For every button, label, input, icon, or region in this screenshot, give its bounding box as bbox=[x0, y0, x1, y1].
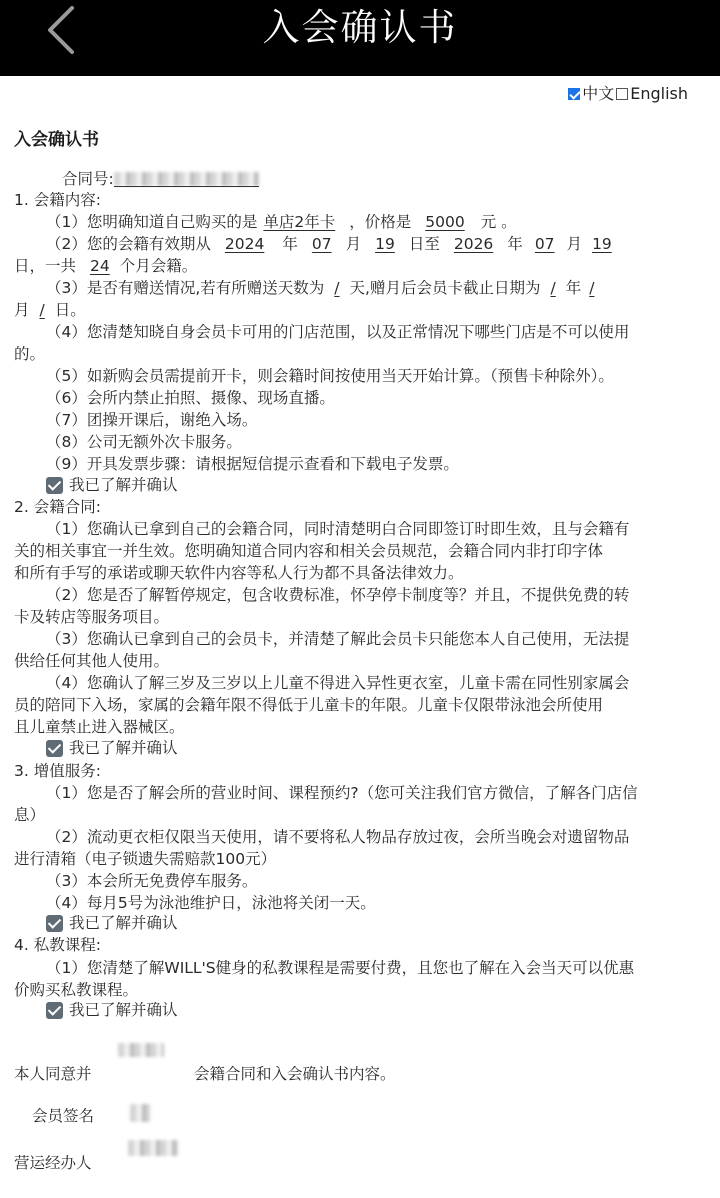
start-day: 19 bbox=[375, 235, 395, 253]
s4-confirm-checkbox[interactable] bbox=[46, 1002, 63, 1019]
staff-redacted bbox=[128, 1140, 178, 1156]
language-switch bbox=[568, 84, 688, 104]
s3-confirm-label: 我已了解并确认 bbox=[69, 914, 178, 932]
s2-item-2: （2）您是否了解暂停规定，包含收费标准，怀孕停卡制度等？并且，不提供免费的转 bbox=[46, 586, 630, 604]
s4-item-1: （1）您清楚了解WILL'S健身的私教课程是需要付费，且您也了解在入会当天可以优惠 bbox=[46, 959, 635, 977]
member-signature-label: 会员签名 bbox=[32, 1107, 95, 1125]
month-label-2: 月 bbox=[566, 235, 583, 253]
s4-confirm-label: 我已了解并确认 bbox=[69, 1001, 178, 1019]
page-title: 入会确认书 bbox=[262, 6, 458, 49]
s1-item-1 bbox=[46, 211, 517, 233]
s1-item-7: （7）团操开课后，谢绝入场。 bbox=[46, 411, 258, 429]
s3-item-3: （3）本会所无免费停车服务。 bbox=[46, 872, 258, 890]
contract-number-label: 合同号: bbox=[62, 170, 114, 188]
s1-item-8: （8）公司无额外次卡服务。 bbox=[46, 433, 242, 451]
end-month: 07 bbox=[534, 235, 555, 253]
staff-label: 营运经办人 bbox=[14, 1154, 92, 1172]
s2-item-4-cont-2: 且儿童禁止进入器械区。 bbox=[14, 718, 185, 736]
s1-i1-text-c: 元 。 bbox=[480, 213, 517, 231]
s1-i2-text-c: 个月会籍。 bbox=[119, 257, 198, 275]
document-title: 入会确认书 bbox=[14, 130, 99, 150]
english-label[interactable]: English bbox=[630, 84, 688, 103]
s2-item-4-cont-1: 员的陪同下入场，家属的会籍年限不得低于儿童卡的年限。儿童卡仅限带泳池会所使用 bbox=[14, 696, 604, 714]
s1-i3-month-label: 月 bbox=[14, 301, 30, 319]
s2-item-1: （1）您确认已拿到自己的会籍合同，同时清楚明白合同即签订时即生效，且与会籍有 bbox=[46, 520, 630, 538]
s1-item-2-cont bbox=[14, 255, 197, 277]
s1-i1-text-b: ，价格是 bbox=[349, 213, 412, 231]
s1-i3-text: （3）是否有赠送情况,若有所赠送天数为 bbox=[46, 279, 325, 297]
gift-month: / bbox=[589, 279, 595, 297]
chinese-checkbox[interactable] bbox=[568, 88, 580, 100]
signature-redacted bbox=[130, 1104, 150, 1122]
gift-year: / bbox=[550, 279, 556, 297]
s1-item-4: （4）您清楚知晓自身会员卡可用的门店范围，以及正常情况下哪些门店是不可以使用 bbox=[46, 323, 630, 341]
s2-confirm[interactable] bbox=[46, 737, 178, 759]
s1-i3-day-label: 日。 bbox=[54, 301, 86, 319]
s1-item-6: （6）会所内禁止拍照、摄像、现场直播。 bbox=[46, 389, 335, 407]
s1-item-9: （9）开具发票步骤：请根据短信提示查看和下载电子发票。 bbox=[46, 455, 459, 473]
s1-confirm-checkbox[interactable] bbox=[46, 477, 63, 494]
end-year: 2026 bbox=[453, 235, 494, 253]
s1-item-2 bbox=[46, 233, 620, 255]
price-value: 5000 bbox=[425, 213, 465, 231]
agreement-prefix: 本人同意并 bbox=[14, 1065, 92, 1083]
section-4-title: 4. 私教课程: bbox=[14, 936, 101, 954]
section-1-title: 1. 会籍内容: bbox=[14, 191, 101, 209]
s1-confirm-label: 我已了解并确认 bbox=[69, 476, 178, 494]
total-months: 24 bbox=[90, 257, 110, 275]
s1-item-5: （5）如新购会员需提前开卡，则会籍时间按使用当天开始计算。（预售卡种除外）。 bbox=[46, 367, 614, 385]
s2-item-1-cont-2: 和所有手写的承诺或聊天软件内容等私人行为都不具备法律效力。 bbox=[14, 564, 464, 582]
s2-confirm-label: 我已了解并确认 bbox=[69, 739, 178, 757]
section-3-title: 3. 增值服务: bbox=[14, 762, 101, 780]
contract-number-row bbox=[62, 168, 114, 190]
s3-item-2: （2）流动更衣柜仅限当天使用，请不要将私人物品存放过夜，会所当晚会对遗留物品 bbox=[46, 828, 630, 846]
s1-i2-text-b: 日，一共 bbox=[14, 257, 77, 275]
gift-days: / bbox=[334, 279, 340, 297]
s2-item-1-cont-1: 关的相关事宜一并生效。您明确知道合同内容和相关会员规范，会籍合同内非打印字体 bbox=[14, 542, 604, 560]
s3-item-1-cont: 息） bbox=[14, 806, 46, 824]
s1-i2-text: （2）您的会籍有效期从 bbox=[46, 235, 211, 253]
s1-item-3-cont bbox=[14, 299, 86, 321]
s1-item-4-cont: 的。 bbox=[14, 345, 46, 363]
contract-number-underline bbox=[114, 186, 259, 187]
s2-item-3-cont: 供给任何其他人使用。 bbox=[14, 652, 170, 670]
gift-day: / bbox=[39, 301, 45, 319]
s2-item-4: （4）您确认了解三岁及三岁以上儿童不得进入异性更衣室，儿童卡需在同性别家属会 bbox=[46, 674, 630, 692]
s4-confirm[interactable] bbox=[46, 999, 178, 1021]
chinese-label[interactable]: 中文 bbox=[582, 84, 615, 103]
end-day: 19 bbox=[592, 235, 612, 253]
month-label: 月 bbox=[345, 235, 362, 253]
name-redacted bbox=[118, 1043, 164, 1057]
s3-confirm-checkbox[interactable] bbox=[46, 915, 63, 932]
s2-item-2-cont: 卡及转店等服务项目。 bbox=[14, 608, 170, 626]
start-month: 07 bbox=[311, 235, 332, 253]
s1-i3-text-b: 天,赠月后会员卡截止日期为 bbox=[349, 279, 541, 297]
s3-item-2-cont: 进行清箱（电子锁遗失需赔款100元） bbox=[14, 850, 277, 868]
s3-item-4: （4）每月5号为泳池维护日，泳池将关闭一天。 bbox=[46, 894, 376, 912]
year-label: 年 bbox=[282, 235, 298, 253]
s2-item-3: （3）您确认已拿到自己的会员卡，并清楚了解此会员卡只能您本人自己使用，无法提 bbox=[46, 630, 630, 648]
s1-confirm[interactable] bbox=[46, 474, 178, 496]
s1-i1-text: （1）您明确知道自己购买的是 bbox=[46, 213, 258, 231]
year-label-2: 年 bbox=[507, 235, 523, 253]
s1-item-3 bbox=[46, 277, 602, 299]
contract-number-redacted bbox=[114, 172, 259, 186]
s4-item-1-cont: 价购买私教课程。 bbox=[14, 981, 139, 999]
agreement-suffix: 会籍合同和入会确认书内容。 bbox=[194, 1065, 396, 1083]
top-bar bbox=[0, 0, 720, 76]
s2-confirm-checkbox[interactable] bbox=[46, 740, 63, 757]
card-type-value: 单店2年卡 bbox=[263, 213, 336, 231]
section-2-title: 2. 会籍合同: bbox=[14, 498, 101, 516]
s1-i3-year-label: 年 bbox=[565, 279, 582, 297]
s3-confirm[interactable] bbox=[46, 912, 178, 934]
start-year: 2024 bbox=[224, 235, 265, 253]
english-checkbox[interactable] bbox=[616, 88, 628, 100]
day-to-label: 日至 bbox=[408, 235, 440, 253]
s3-item-1: （1）您是否了解会所的营业时间、课程预约?（您可关注我们官方微信，了解各门店信 bbox=[46, 784, 638, 802]
